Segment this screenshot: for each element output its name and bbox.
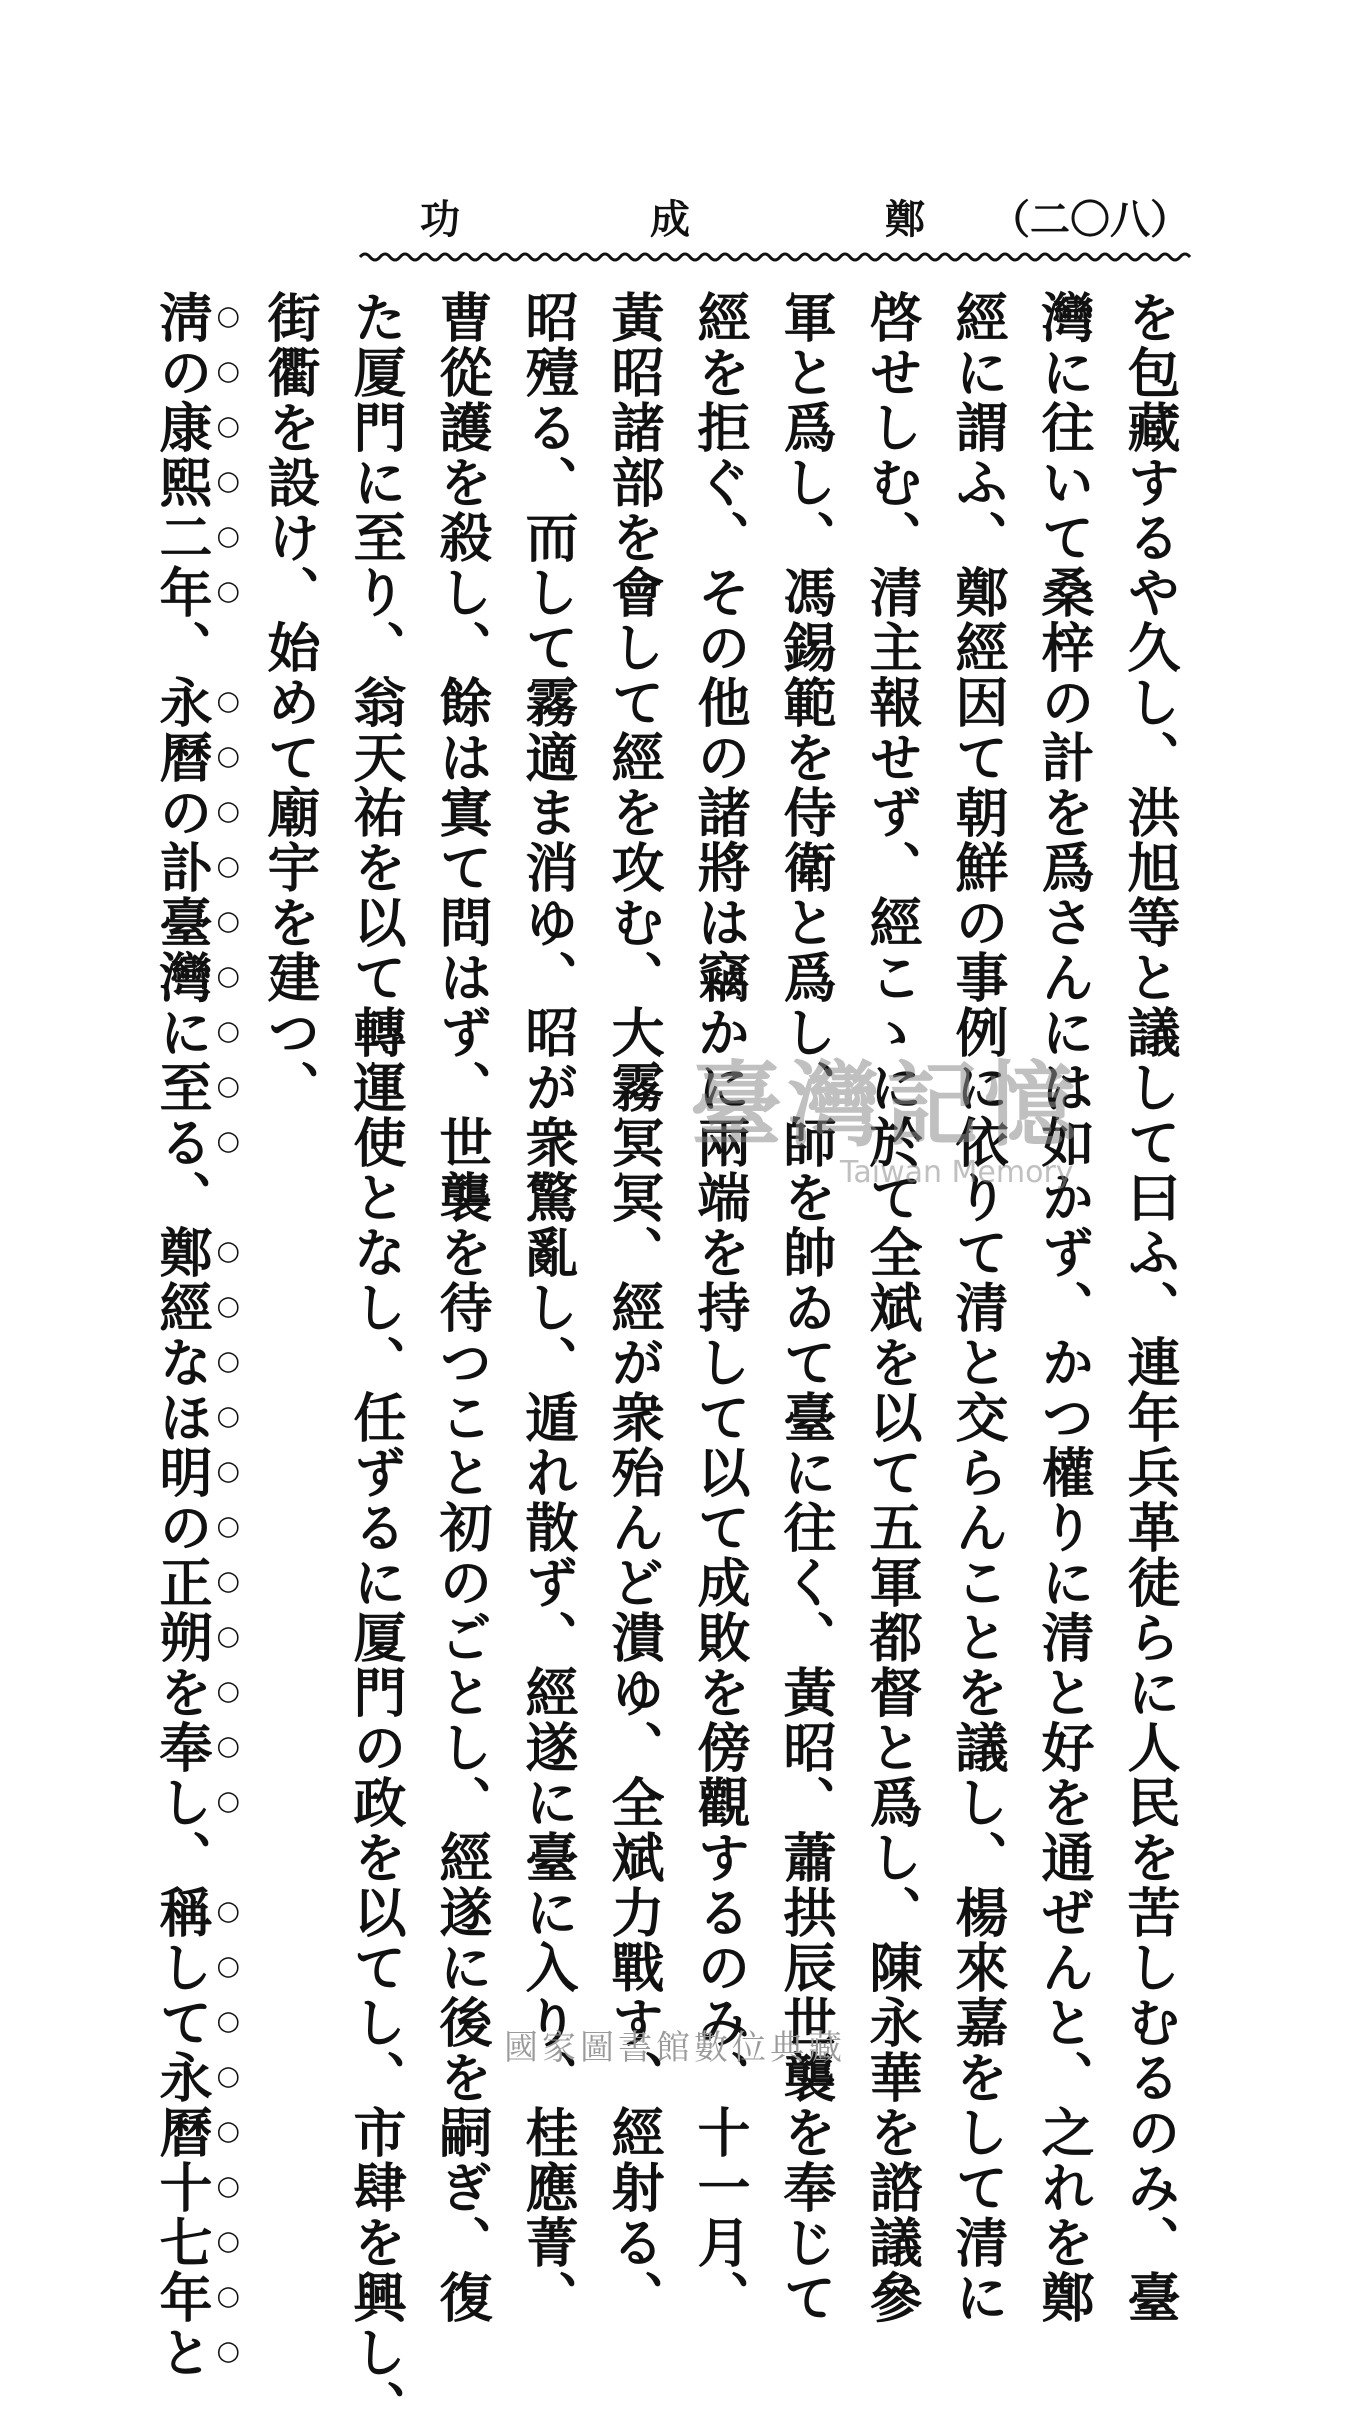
text-column-7: 黃昭諸部を會して經を攻む、大霧冥冥、經が衆殆んど潰ゆ、全斌力戰す、經射る、 xyxy=(603,290,665,2325)
text-column-3: 經に謂ふ、鄭經因て朝鮮の事例に依りて清と交らんことを議し、楊來嘉をして清に xyxy=(947,290,1009,2325)
text-column-10: た厦門に至り、翁天祐を以て轉運使となし、任ずるに厦門の政を以てし、市肆を興し、 xyxy=(345,290,407,2435)
running-title-char-3: 功 xyxy=(420,196,460,243)
running-title-char-2: 成 xyxy=(650,196,690,243)
page-number: （二〇八） xyxy=(990,196,1190,243)
running-title-char-1: 鄭 xyxy=(885,196,925,243)
watermark-english: Taiwan Memory xyxy=(840,1155,1074,1190)
footer-credit: 國家圖書館數位典藏 xyxy=(504,2028,846,2068)
text-column-12: 淸の康熙二年、永曆の訃臺灣に至る、鄭經なほ明の正朔を奉し、稱して永曆十七年と xyxy=(151,290,213,2380)
wavy-divider xyxy=(360,250,1190,264)
text-column-8: 昭殪る、而して霧適ま消ゆ、昭が衆驚亂し、遁れ散ず、經遂に臺に入り、桂應菁、 xyxy=(517,290,579,2325)
text-column-4: 啓せしむ、清主報せず、經こゝに於て全斌を以て五軍都督と爲し、陳永華を諮議參 xyxy=(861,290,923,2325)
text-column-2: 灣に往いて桑梓の計を爲さんには如かず、かつ權りに清と好を通ぜんと、之れを鄭 xyxy=(1033,290,1095,2325)
text-column-5: 軍と爲し、馮錫範を侍衛と爲し、師を帥ゐて臺に往く、黃昭、蕭拱辰世襲を奉じて xyxy=(775,290,837,2325)
text-column-6: 經を拒ぐ、その他の諸將は竊かに兩端を持して以て成敗を傍觀するのみ、十一月、 xyxy=(689,290,751,2325)
text-column-9: 曹從護を殺し、餘は寘て問はず、世襲を待つこと初のごとし、經遂に後を嗣ぎ、復 xyxy=(431,290,493,2325)
text-column-1: を包藏するや久し、洪旭等と議して曰ふ、連年兵革徒らに人民を苦しむるのみ、臺 xyxy=(1119,290,1181,2325)
text-column-11: 街衢を設け、始めて廟宇を建つ、 xyxy=(259,290,321,1115)
running-header xyxy=(380,190,1190,250)
watermark-chars: 臺灣記憶 xyxy=(690,1051,1083,1159)
